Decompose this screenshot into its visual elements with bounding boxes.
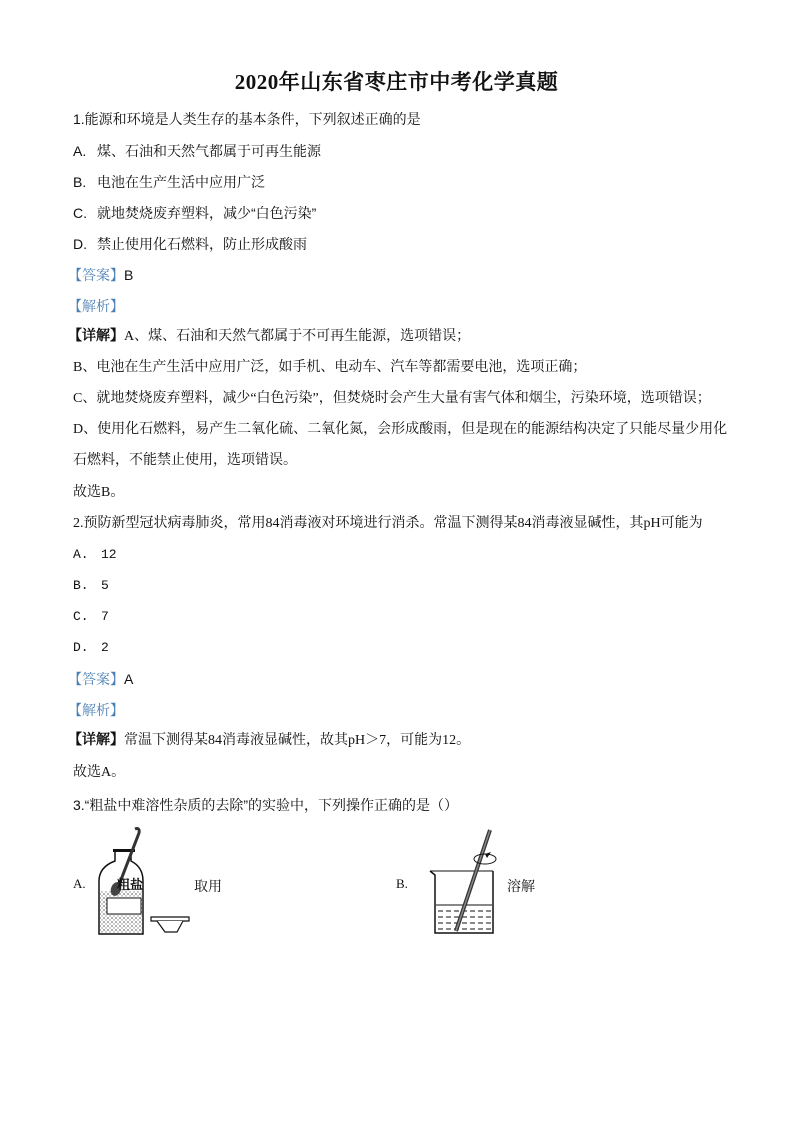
q2-analysis-tag: 【解析】 xyxy=(68,702,124,718)
option-text: 7 xyxy=(101,609,109,624)
q1-detail-line-4: D、使用化石燃料，易产生二氧化硫、二氧化氮，会形成酸雨，但是现在的能源结构决定了只能尽量少用化 xyxy=(73,422,728,437)
q1-option-c xyxy=(73,204,316,222)
detail-tag: 【详解】 xyxy=(68,329,124,344)
q1-detail-line-2: B、电池在生产生活中应用广泛，如手机、电动车、汽车等都需要电池，选项正确； xyxy=(73,360,587,375)
option-label: C. xyxy=(73,205,87,221)
option-label: D. xyxy=(73,640,89,655)
answer-value: A xyxy=(124,671,134,687)
option-label: C. xyxy=(73,609,89,624)
detail-text: A、煤、石油和天然气都属于不可再生能源，选项错误； xyxy=(124,329,471,344)
beaker-stirring-rod-icon xyxy=(425,825,515,940)
option-text: 禁止使用化石燃料，防止形成酸雨 xyxy=(97,236,307,252)
q1-conclusion: 故选B。 xyxy=(73,485,125,500)
q1-stem: 1.能源和环境是人类生存的基本条件，下列叙述正确的是 xyxy=(73,111,421,127)
option-text: 电池在生产生活中应用广泛 xyxy=(97,174,265,190)
page-title: 2020年山东省枣庄市中考化学真题 xyxy=(234,70,559,94)
q1-option-d xyxy=(73,235,307,253)
q2-option-a xyxy=(73,546,117,564)
option-label: D. xyxy=(73,236,87,252)
option-label: A. xyxy=(73,547,89,562)
q1-detail-line-5: 石燃料，不能禁止使用，选项错误。 xyxy=(73,453,297,468)
q3-option-a-caption: 取用 xyxy=(194,878,222,894)
q3-option-b-caption: 溶解 xyxy=(507,878,535,894)
reagent-bottle-spoon-icon xyxy=(95,825,195,940)
q2-detail xyxy=(68,732,470,750)
q2-option-b xyxy=(73,577,109,595)
q3-option-a-label: A. xyxy=(73,876,86,891)
answer-tag: 【答案】 xyxy=(68,267,124,283)
q1-detail-line-1 xyxy=(68,328,470,346)
q1-answer xyxy=(68,266,133,284)
q1-option-a xyxy=(73,142,321,160)
q2-answer xyxy=(68,670,133,688)
option-label: B. xyxy=(73,578,89,593)
option-text: 12 xyxy=(101,547,117,562)
option-label: A. xyxy=(73,143,87,159)
q2-conclusion: 故选A。 xyxy=(73,765,126,780)
q3-stem: 3.“粗盐中难溶性杂质的去除”的实验中，下列操作正确的是（） xyxy=(73,797,458,813)
detail-text: 常温下测得某84消毒液显碱性，故其pH＞7，可能为12。 xyxy=(124,733,471,748)
option-text: 5 xyxy=(101,578,109,593)
q2-option-d xyxy=(73,639,109,657)
option-label: B. xyxy=(73,174,87,190)
answer-tag: 【答案】 xyxy=(68,671,124,687)
answer-value: B xyxy=(124,267,134,283)
option-text: 就地焚烧废弃塑料，减少“白色污染” xyxy=(97,205,317,221)
q1-detail-line-3: C、就地焚烧废弃塑料，减少“白色污染”，但焚烧时会产生大量有害气体和烟尘，污染环境，选项错误； xyxy=(73,391,711,406)
q2-option-c xyxy=(73,608,109,626)
option-text: 煤、石油和天然气都属于可再生能源 xyxy=(97,143,321,159)
bottle-label-text: 粗盐 xyxy=(117,877,144,892)
option-text: 2 xyxy=(101,640,109,655)
q1-analysis-tag: 【解析】 xyxy=(68,298,124,314)
detail-tag: 【详解】 xyxy=(68,733,124,748)
q1-option-b xyxy=(73,173,265,191)
q3-option-b-label: B. xyxy=(396,876,408,891)
q2-stem: 2.预防新型冠状病毒肺炎，常用84消毒液对环境进行消杀。常温下测得某84消毒液显碱性，其pH可能为 xyxy=(73,516,703,531)
